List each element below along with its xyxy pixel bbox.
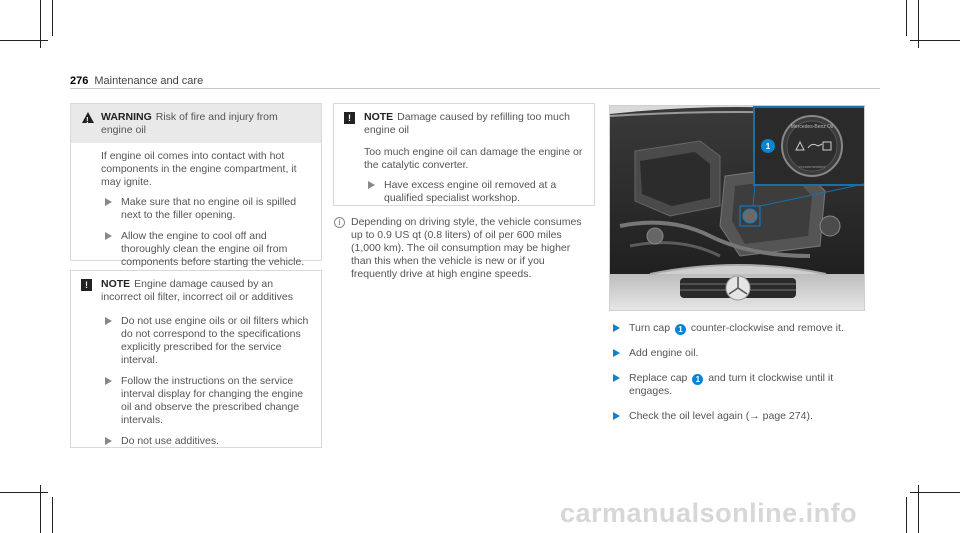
note-title: Engine damage caused by an incorrect oil filter, incorrect oil or additives bbox=[101, 278, 293, 303]
page-number: 276 bbox=[70, 75, 89, 87]
crop-mark bbox=[906, 0, 907, 36]
step-arrow-icon bbox=[613, 374, 620, 382]
info-text: Depending on driving style, the vehicle consumes up to 0.9 US qt (0.8 liters) of oil per 600 miles (1,000 km). The oil consumption may be higher than this when the vehicle is new or if you frequently drive at high engine speeds. bbox=[351, 216, 582, 280]
note-box-overfill bbox=[333, 103, 595, 206]
warning-header bbox=[71, 104, 321, 143]
procedure-step-3 bbox=[609, 372, 879, 398]
warning-step-2 bbox=[101, 230, 311, 269]
info-icon: i bbox=[334, 217, 345, 228]
cross-reference-arrow-icon: → bbox=[749, 410, 760, 422]
step-arrow-icon bbox=[105, 198, 112, 206]
step-text: counter-clockwise and remove it. bbox=[690, 322, 844, 334]
note1-step-1 bbox=[101, 315, 311, 367]
step-text: Check the oil level again ( bbox=[629, 410, 750, 422]
step-text: Do not use additives. bbox=[121, 435, 220, 447]
step-text: Replace cap bbox=[629, 372, 688, 384]
step-arrow-icon bbox=[105, 437, 112, 445]
procedure-step-1 bbox=[609, 322, 879, 335]
callout-number: 1 bbox=[765, 142, 771, 151]
cap-sub-text: recommended bbox=[799, 164, 825, 169]
step-text: Make sure that no engine oil is spilled next to the filler opening. bbox=[121, 196, 297, 221]
warning-title: Risk of fire and injury from engine oil bbox=[101, 111, 278, 136]
note-title: Damage caused by refilling too much engine oil bbox=[364, 111, 570, 136]
note-icon: ! bbox=[344, 112, 355, 124]
step-text: and turn it clockwise until it engages. bbox=[629, 372, 834, 397]
crop-mark bbox=[52, 0, 53, 36]
procedure-step-4 bbox=[609, 410, 879, 423]
note2-step-1 bbox=[364, 179, 584, 205]
crop-mark bbox=[0, 40, 48, 41]
warning-triangle-icon bbox=[82, 112, 94, 123]
crop-mark bbox=[0, 492, 48, 493]
note-box-oil-filter bbox=[70, 270, 322, 448]
crop-mark bbox=[910, 40, 960, 41]
step-text: Have excess engine oil removed at a qualified specialist workshop. bbox=[384, 179, 557, 204]
page-header bbox=[70, 75, 203, 87]
step-arrow-icon bbox=[613, 324, 620, 332]
step-arrow-icon bbox=[368, 181, 375, 189]
step-arrow-icon bbox=[613, 349, 620, 357]
warning-box bbox=[70, 103, 322, 268]
step-text: Allow the engine to cool off and thoroughly clean the engine oil from components before starting the vehicle. bbox=[121, 230, 305, 268]
page-reference-link[interactable]: page 274 bbox=[762, 410, 807, 422]
engine-illustration bbox=[610, 106, 865, 311]
watermark: carmanualsonline.info bbox=[560, 498, 858, 528]
header-divider bbox=[70, 88, 880, 89]
step-text: Turn cap bbox=[629, 322, 671, 334]
warning-body bbox=[71, 143, 321, 285]
procedure-steps bbox=[609, 322, 879, 431]
info-note bbox=[333, 216, 593, 281]
warning-step-1 bbox=[101, 196, 311, 222]
crop-mark bbox=[910, 492, 960, 493]
cap-brand-text: Mercedes-Benz Oil bbox=[790, 124, 834, 130]
warning-keyword: WARNING bbox=[101, 111, 152, 123]
note-header bbox=[71, 271, 321, 310]
note2-text: Too much engine oil can damage the engine or the catalytic converter. bbox=[364, 146, 583, 171]
crop-mark bbox=[52, 497, 53, 533]
step-text: ). bbox=[806, 410, 813, 422]
step-arrow-icon bbox=[105, 232, 112, 240]
note-header bbox=[334, 104, 594, 143]
section-title: Maintenance and care bbox=[94, 75, 204, 87]
step-text: Follow the instructions on the service interval display for changing the engine oil and observe the prescribed change intervals. bbox=[121, 375, 304, 426]
note1-step-2 bbox=[101, 375, 311, 427]
note1-step-3 bbox=[101, 435, 311, 448]
callout-badge: 1 bbox=[675, 324, 686, 335]
callout-badge: 1 bbox=[692, 374, 703, 385]
note-body bbox=[71, 310, 321, 464]
note-icon: ! bbox=[81, 279, 92, 291]
step-arrow-icon bbox=[613, 412, 620, 420]
step-arrow-icon bbox=[105, 377, 112, 385]
step-arrow-icon bbox=[105, 317, 112, 325]
step-text: Do not use engine oils or oil filters which do not correspond to the specifications explicitly prescribed for the service interval. bbox=[121, 315, 309, 366]
engine-compartment-figure bbox=[609, 105, 865, 311]
crop-mark bbox=[906, 497, 907, 533]
note-body bbox=[334, 143, 594, 221]
step-text: Add engine oil. bbox=[629, 347, 699, 359]
procedure-step-2 bbox=[609, 347, 879, 360]
warning-text: If engine oil comes into contact with hot components in the engine compartment, it may ignite. bbox=[101, 150, 297, 188]
note-keyword: NOTE bbox=[364, 111, 394, 123]
note-keyword: NOTE bbox=[101, 278, 131, 290]
